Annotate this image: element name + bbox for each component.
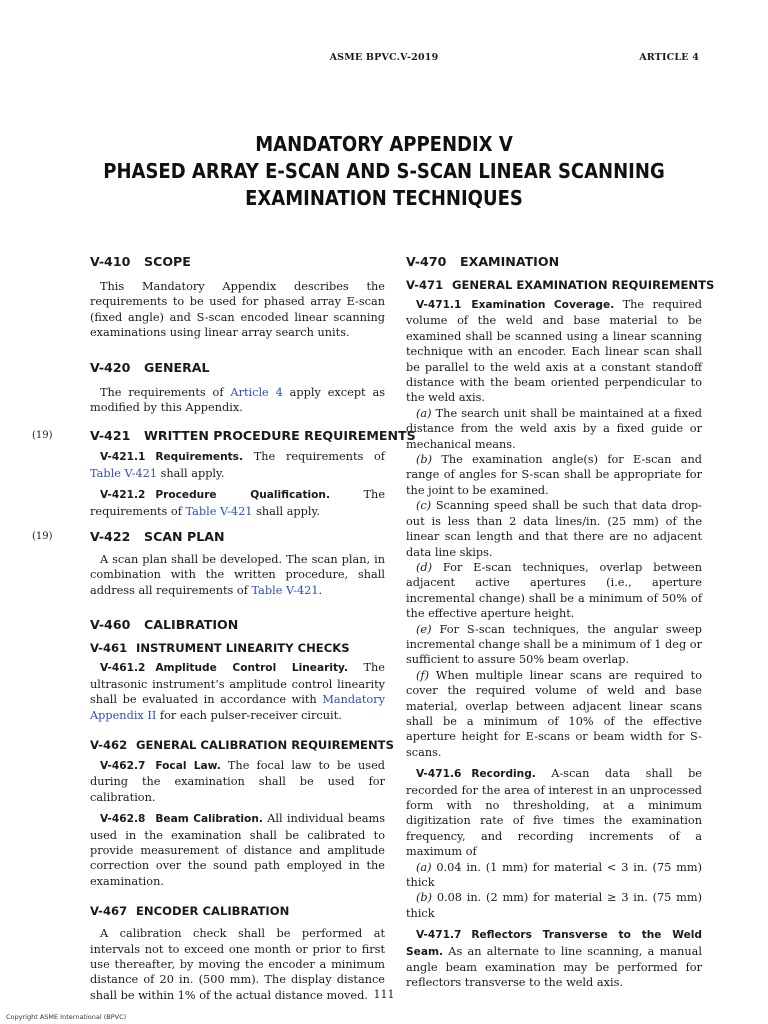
list-item: (a) The search unit shall be maintained at a fixed distance from the weld axis by a fixed guide or mechanical means. [406, 406, 702, 451]
subsection-heading-general-examination [406, 277, 715, 293]
scope-paragraph: This Mandatory Appendix describes the requirements to be used for phased array E-scan (fixed angle) and S-scan encoded linear scanning examinations using linear array search units. [90, 280, 385, 340]
article-4-link[interactable]: Article 4 [230, 385, 283, 399]
encoder-paragraph: A calibration check shall be performed at intervals not to exceed one month or prior to first use thereafter, by moving the encoder a minimum distance of 20 in. (500 mm). The display distance shall be within 1% of the actual distance moved. [90, 927, 385, 1002]
section-heading-written-procedure [32, 428, 416, 444]
section-title: INSTRUMENT LINEARITY CHECKS [136, 641, 350, 656]
left-column [32, 254, 416, 1003]
section-number: V-421 [90, 428, 131, 444]
section-heading-examination [406, 254, 702, 270]
page-number: 111 [373, 988, 395, 1001]
section-heading-scan-plan [32, 529, 385, 545]
page-title [38, 131, 729, 212]
list-item: (c) Scanning speed shall be such that data drop-out is less than 2 data lines/in. (25 mm) of the linear scan length and that there are no adjacent data line skips. [406, 499, 702, 559]
subsection-heading-general-calibration [90, 737, 394, 753]
focal-law-paragraph: V-462.7 Focal Law. The focal law to be used during the examination shall be used for calibration. [90, 758, 385, 804]
list-item: (d) For E-scan techniques, overlap between adjacent active apertures (i.e., aperture incremental change) shall be a minimum of 50% of the effective aperture height. [406, 560, 702, 621]
section-number: V-462 [90, 737, 128, 752]
general-paragraph: The requirements of Article 4 apply except as modified by this Appendix. [90, 385, 385, 415]
table-v421-link[interactable]: Table V-421 [251, 583, 319, 597]
section-number: V-422 [90, 529, 131, 545]
title-line-2: PHASED ARRAY E-SCAN AND S-SCAN LINEAR SCANNING [103, 159, 665, 183]
recording-paragraph: V-471.6 Recording. A-scan data shall be recorded for the area of interest in an unprocessed form with no thresholding, at a minimum digitization rate of five times the examination frequency, and recording increments of a maximum of [406, 767, 702, 859]
table-v421-link[interactable]: Table V-421 [185, 504, 253, 518]
mandatory-appendix-ii-link[interactable]: Mandatory Appendix II [90, 693, 385, 722]
beam-calibration-paragraph: V-462.8 Beam Calibration. All individual beams used in the examination shall be calibrated to provide measurement of distance and amplitude correction over the sound path employed in the examination. [90, 812, 386, 888]
title-line-1: MANDATORY APPENDIX V [255, 132, 513, 156]
section-heading-scope [90, 254, 385, 270]
section-number: V-460 [90, 617, 131, 633]
list-item: (a) 0.04 in. (1 mm) for material < 3 in. (75 mm) thick [406, 860, 702, 890]
transverse-reflectors-paragraph: V-471.7 Reflectors Transverse to the Weld Seam. As an alternate to line scanning, a manual angle beam examination may be performed for reflectors transverse to the weld axis. [406, 929, 702, 990]
requirements-paragraph: V-421.1 Requirements. The requirements of Table V-421 shall apply. [90, 450, 385, 480]
section-title: GENERAL EXAMINATION REQUIREMENTS [452, 278, 715, 292]
running-header-article: ARTICLE 4 [639, 52, 699, 63]
section-number: V-470 [406, 254, 447, 269]
section-title: ENCODER CALIBRATION [136, 904, 290, 919]
procedure-qualification-paragraph: V-421.2 Procedure Qualification. The requirements of Table V-421 shall apply. [90, 488, 386, 518]
section-title: GENERAL CALIBRATION REQUIREMENTS [136, 737, 394, 752]
section-number: V-461 [90, 641, 128, 656]
section-heading-general [90, 360, 385, 376]
list-item: (b) The examination angle(s) for E-scan and range of angles for S-scan shall be appropriate for the joint to be examined. [406, 453, 702, 497]
section-number: V-471 [406, 278, 444, 292]
section-title: WRITTEN PROCEDURE REQUIREMENTS [144, 428, 416, 444]
amplitude-linearity-paragraph: V-461.2 Amplitude Control Linearity. The ultrasonic instrument’s amplitude control linearity shall be evaluated in accordance with Mandatory Appendix II for each pulser-receiver circuit. [90, 661, 385, 722]
section-title: GENERAL [144, 359, 210, 375]
section-title: SCOPE [144, 254, 191, 269]
running-header-standard: ASME BPVC.V-2019 [329, 52, 439, 63]
revision-marker: (19) [32, 531, 53, 543]
section-number: V-420 [90, 359, 131, 375]
right-column [406, 254, 715, 991]
list-item: (e) For S-scan techniques, the angular sweep incremental change shall be a minimum of 1 deg or sufficient to assure 50% beam overlap. [406, 622, 702, 667]
list-item: (b) 0.08 in. (2 mm) for material ≥ 3 in. (75 mm) thick [406, 891, 702, 920]
section-number: V-410 [90, 254, 131, 269]
section-title: EXAMINATION [460, 254, 560, 269]
section-title: SCAN PLAN [144, 529, 225, 545]
list-item: (f) When multiple linear scans are required to cover the required volume of weld and base material, overlap between adjacent linear scans shall be a minimum of 10% of the effective aperture height for E-scans or beam width for S-scans. [406, 668, 702, 759]
section-title: CALIBRATION [144, 617, 239, 633]
title-line-3: EXAMINATION TECHNIQUES [245, 186, 523, 210]
subsection-heading-encoder [90, 903, 385, 919]
copyright-notice: Copyright ASME International (BPVC) [6, 1013, 127, 1021]
examination-coverage-paragraph: V-471.1 Examination Coverage. The required volume of the weld and base material to be examined shall be scanned using a linear scanning technique with an encoder. Each linear scan shall be parallel to the weld axis at a constant standoff distance with the beam oriented perpendicular to the weld axis. [406, 298, 703, 405]
subsection-heading-linearity [90, 640, 385, 656]
section-number: V-467 [90, 904, 128, 919]
revision-marker: (19) [32, 430, 53, 442]
table-v421-link[interactable]: Table V-421 [90, 466, 158, 480]
section-heading-calibration [90, 617, 385, 633]
scan-plan-paragraph: A scan plan shall be developed. The scan plan, in combination with the written procedure, shall address all requirements of Table V-421. [90, 553, 385, 597]
